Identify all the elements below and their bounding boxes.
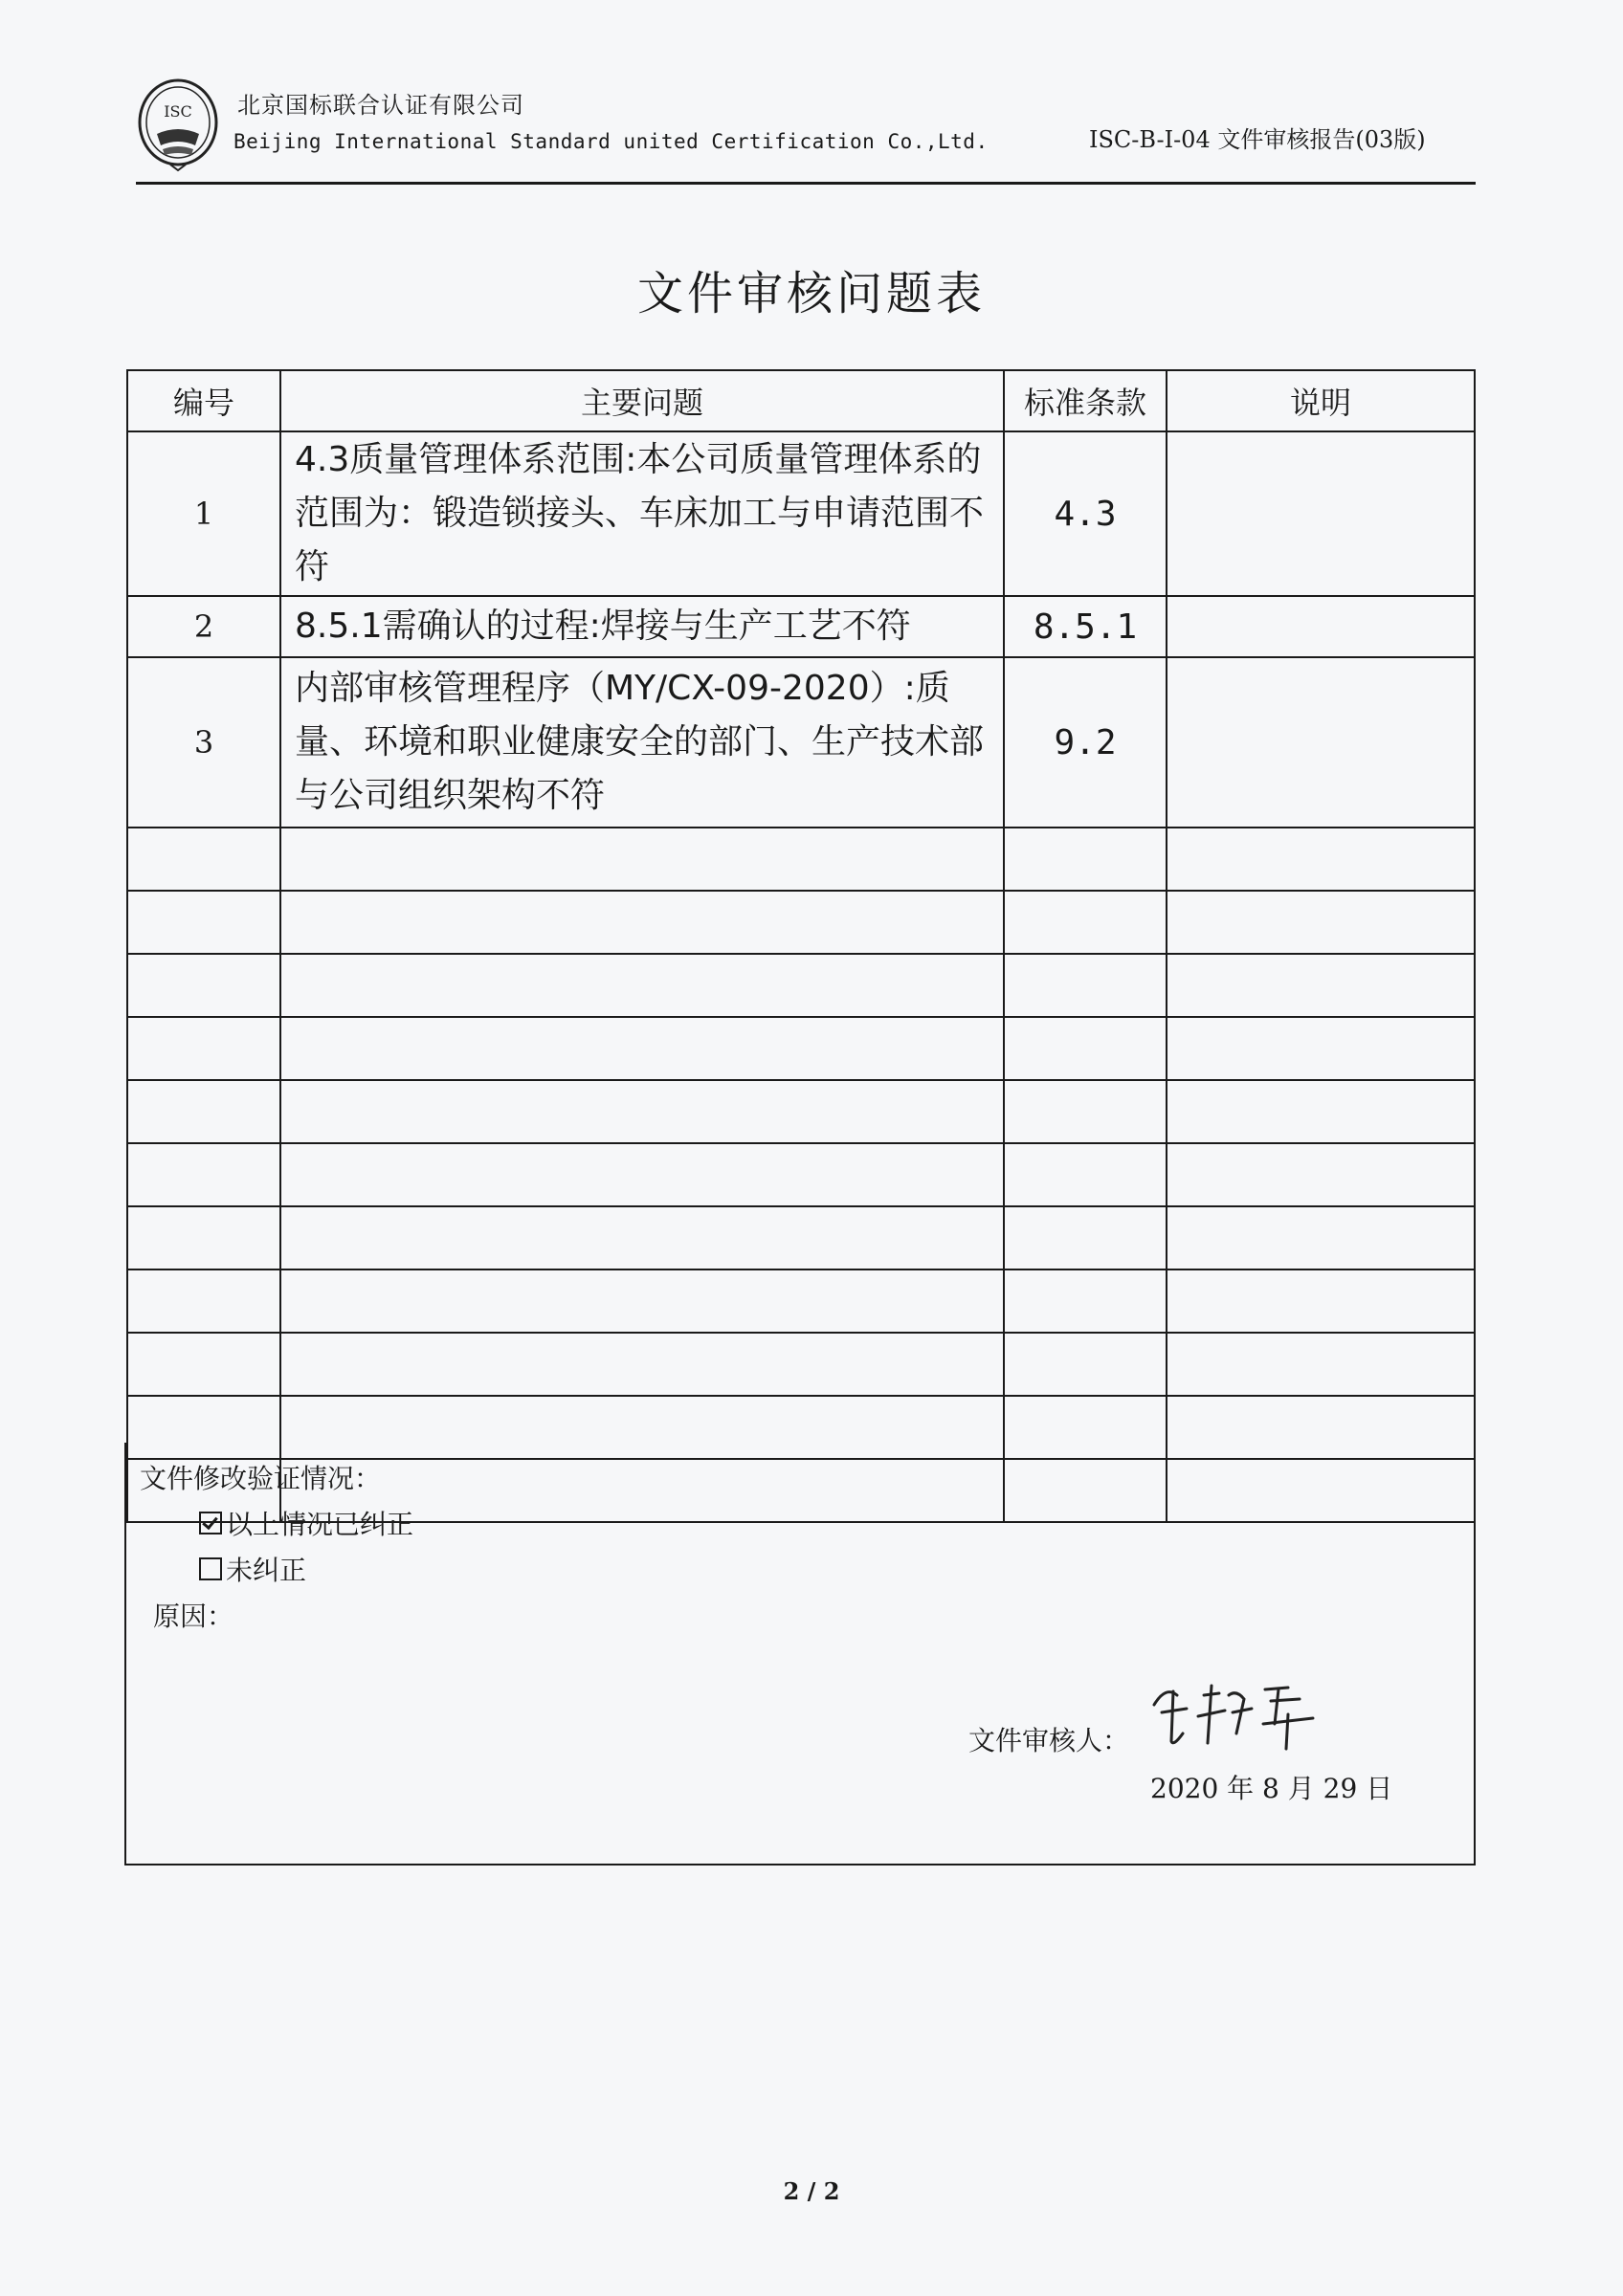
option-corrected-label: 以上情况已纠正 <box>226 1509 414 1540</box>
empty-table-row <box>127 891 1475 954</box>
logo-text: ISC <box>164 102 192 121</box>
checkbox-not-corrected[interactable] <box>199 1557 222 1580</box>
row-issue: 8.5.1需确认的过程:焊接与生产工艺不符 <box>280 596 1004 657</box>
row-number: 2 <box>127 596 280 657</box>
reviewer-signature <box>1145 1667 1336 1753</box>
empty-table-row <box>127 1333 1475 1396</box>
issue-table <box>126 369 1476 1523</box>
form-code: ISC-B-I-04 文件审核报告(03版) <box>1089 126 1426 153</box>
table-row <box>127 596 1475 657</box>
company-name-cn: 北京国标联合认证有限公司 <box>237 92 524 119</box>
empty-table-row <box>127 1080 1475 1143</box>
document-title: 文件审核问题表 <box>636 267 986 320</box>
row-number: 3 <box>127 657 280 828</box>
row-issue: 4.3质量管理体系范围:本公司质量管理体系的范围为：锻造锁接头、车床加工与申请范围不符 <box>280 431 1004 596</box>
empty-table-row <box>127 954 1475 1017</box>
row-number: 1 <box>127 431 280 596</box>
option-not-corrected-label: 未纠正 <box>226 1555 307 1586</box>
reason-label: 原因： <box>153 1601 234 1632</box>
verification-section <box>124 1443 1476 1866</box>
row-note <box>1167 431 1475 596</box>
table-row <box>127 657 1475 828</box>
header-main-issue: 主要问题 <box>280 370 1004 431</box>
header-number: 编号 <box>127 370 280 431</box>
empty-table-row <box>127 1017 1475 1080</box>
page-number: 2 / 2 <box>783 2177 840 2205</box>
page-header <box>134 67 1474 182</box>
row-issue: 内部审核管理程序（MY/CX-09-2020）:质量、环境和职业健康安全的部门、生产技术部与公司组织架构不符 <box>280 657 1004 828</box>
row-clause: 9.2 <box>1004 657 1167 828</box>
row-note <box>1167 657 1475 828</box>
header-standard-clause: 标准条款 <box>1004 370 1167 431</box>
row-note <box>1167 596 1475 657</box>
reviewer-label: 文件审核人： <box>968 1725 1130 1756</box>
sign-date: 2020 年 8 月 29 日 <box>1150 1773 1393 1804</box>
empty-table-row <box>127 1143 1475 1206</box>
empty-table-row <box>127 1206 1475 1269</box>
header-note: 说明 <box>1167 370 1475 431</box>
company-logo-icon <box>134 75 222 174</box>
option-corrected[interactable] <box>199 1504 413 1542</box>
row-clause: 8.5.1 <box>1004 596 1167 657</box>
verification-title: 文件修改验证情况： <box>140 1463 382 1494</box>
company-name-en: Beijing International Standard united Certification Co.,Ltd. <box>233 130 989 153</box>
header-divider <box>136 182 1476 185</box>
table-row <box>127 431 1475 596</box>
option-not-corrected[interactable] <box>199 1550 306 1588</box>
table-header-row <box>127 370 1475 431</box>
checkbox-corrected[interactable] <box>199 1512 222 1534</box>
empty-table-row <box>127 828 1475 891</box>
row-clause: 4.3 <box>1004 431 1167 596</box>
empty-table-row <box>127 1269 1475 1333</box>
